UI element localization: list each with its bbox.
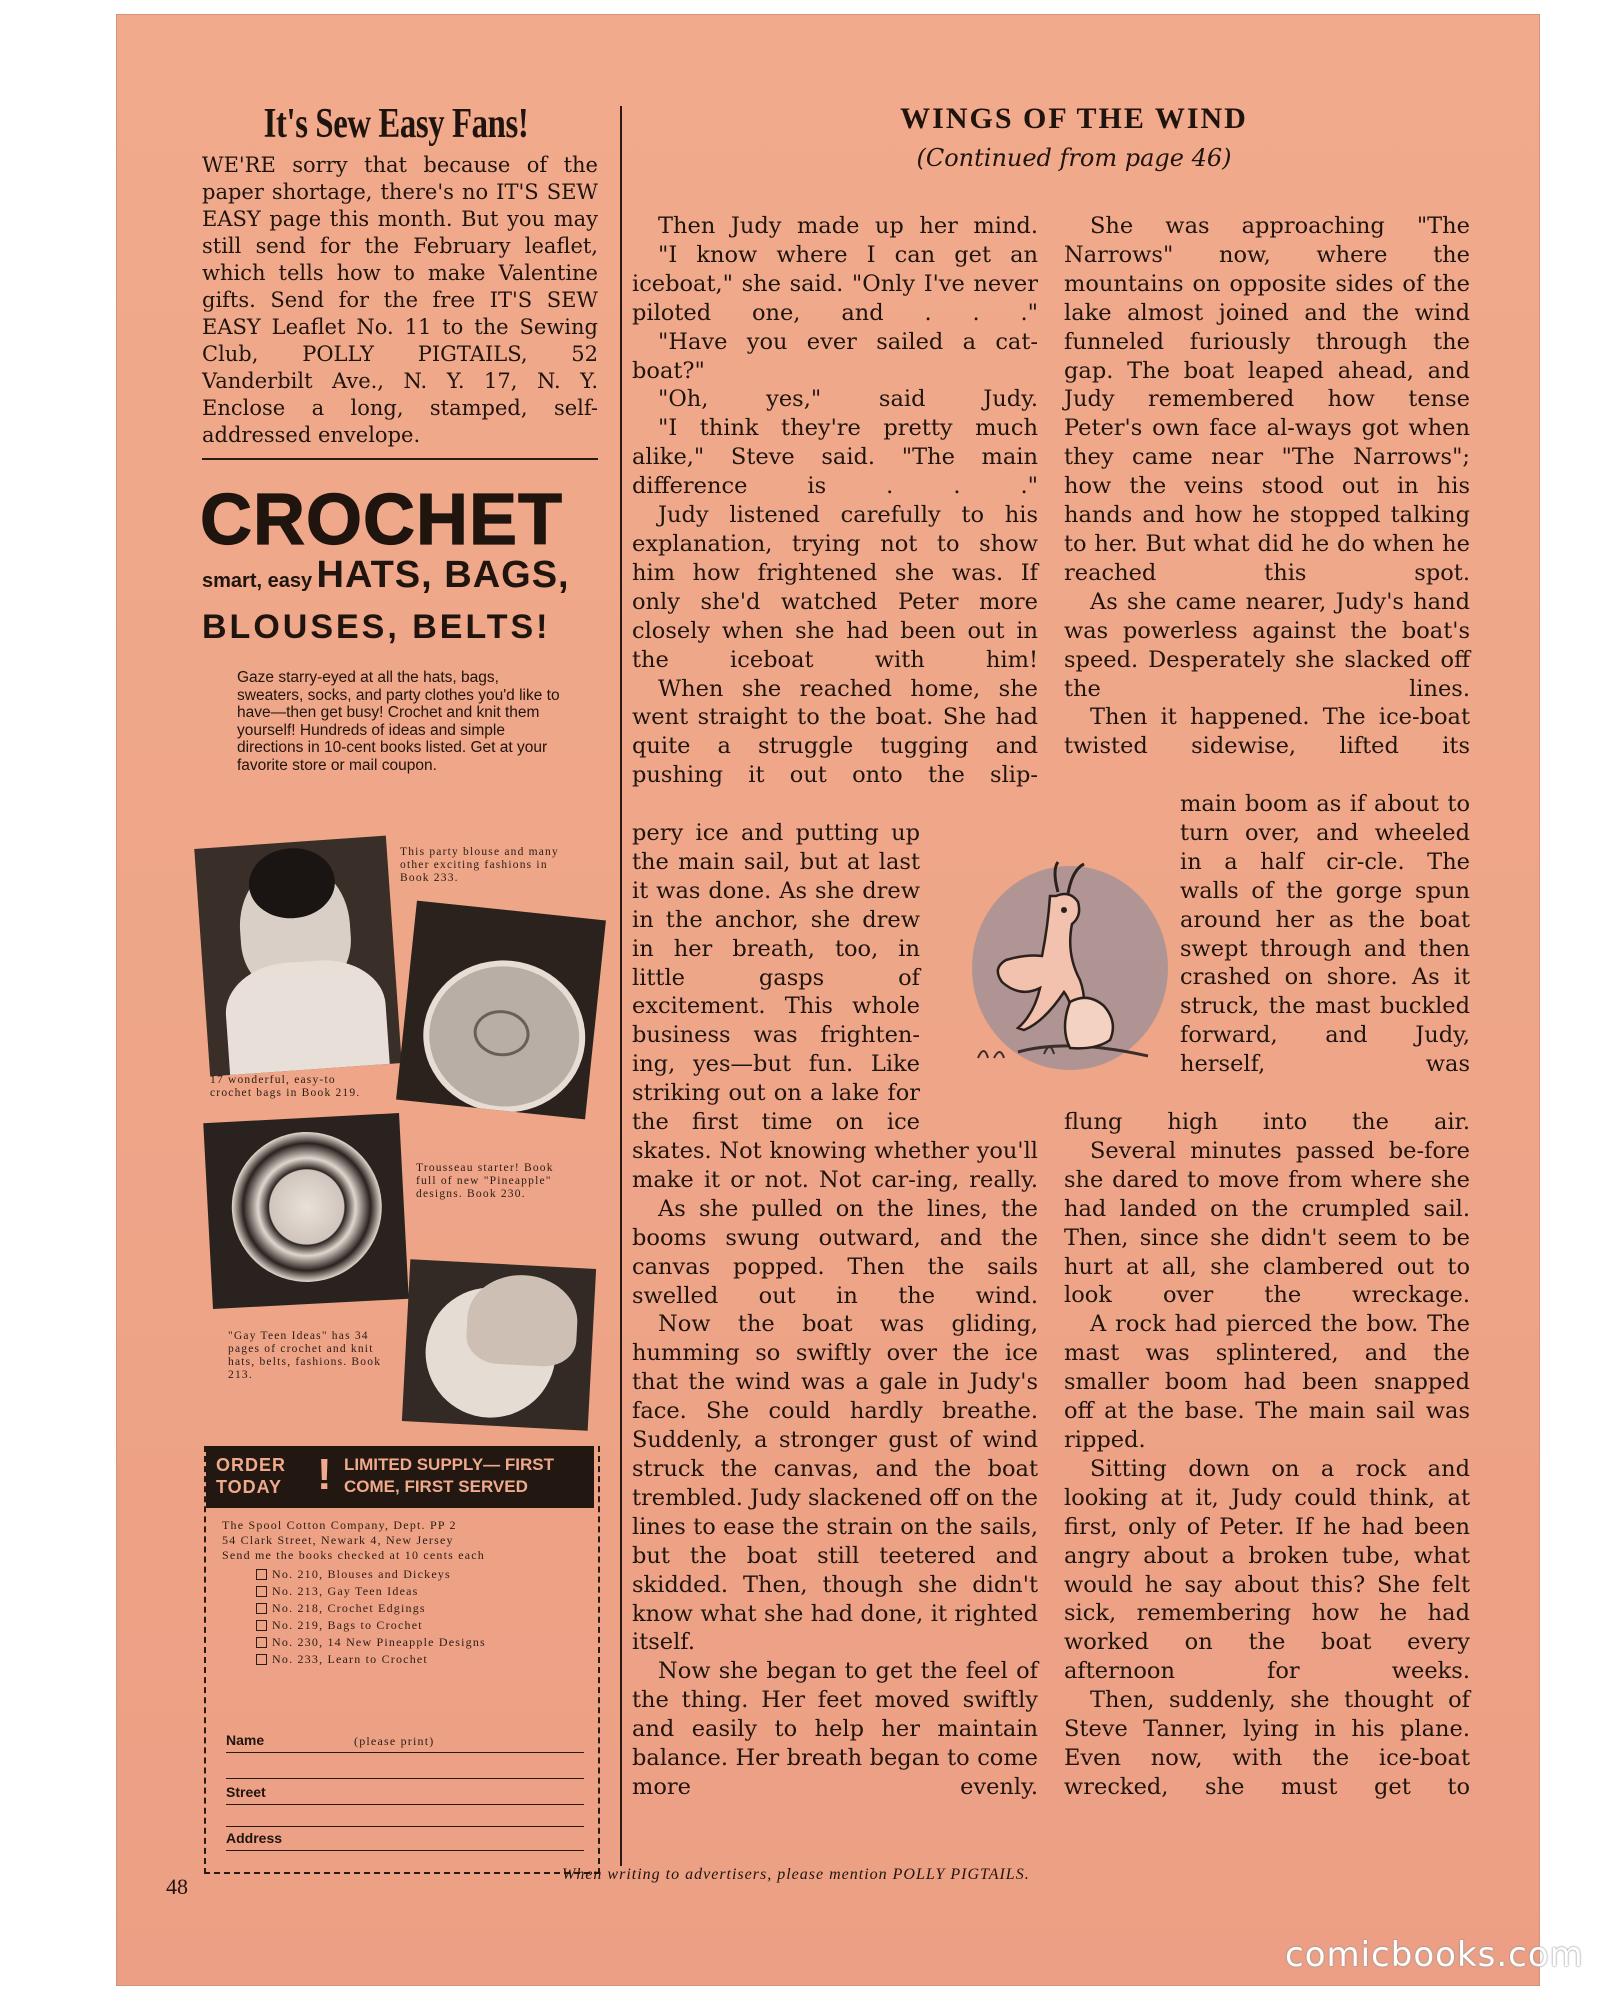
story-title: WINGS OF THE WIND	[900, 102, 1248, 135]
name-field[interactable]	[226, 1752, 584, 1753]
site-watermark: comicbooks.com	[1285, 1935, 1584, 1975]
story-subtitle: (Continued from page 46)	[916, 144, 1232, 172]
name-field-hint: (please print)	[354, 1734, 435, 1748]
checkbox-label: No. 218, Crochet Edgings	[272, 1601, 426, 1615]
checkbox-row[interactable]	[256, 1583, 586, 1600]
limited-supply-label: LIMITED SUPPLY— FIRST COME, FIRST SERVED	[344, 1455, 555, 1496]
sew-easy-notice: WE'RE sorry that because of the paper shortage, there's no IT'S SEW EASY page this month. But you may still send for the February leaflet, which tells how to make Valentine gifts. Send for the free IT'S SEW EASY Leaflet No. 11 to the Sewing Club, POLLY PIGTAILS, 52 Vanderbilt Ave., N. Y. 17, N. Y. Enclose a long, stamped, self-addressed envelope.	[202, 153, 598, 447]
paragraph: Sitting down on a rock and looking at it, Judy could think, at first, only of Peter. If he had been angry about a broken tube, what would he say about this? She felt sick, remembering how he had worked on the boat every afternoon for weeks.	[1064, 1455, 1470, 1685]
name-field-label: Name	[226, 1732, 265, 1748]
ad-headline: CROCHET	[200, 480, 563, 560]
story-column-2-wrap	[1180, 790, 1470, 1079]
column-divider	[202, 458, 598, 460]
ad-subheadline	[202, 554, 570, 597]
paragraph: flung high into the air.	[1064, 1109, 1470, 1135]
checkbox-label: No. 210, Blouses and Dickeys	[272, 1567, 451, 1581]
checkbox-label: No. 219, Bags to Crochet	[272, 1618, 423, 1632]
paragraph: skates. Not knowing whether you'll make it or not. Not car-ing, really.	[632, 1138, 1038, 1193]
street-field-label: Street	[226, 1784, 266, 1800]
paragraph: As she came nearer, Judy's hand was powerless against the boat's speed. Desperately she slacked off the lines.	[1064, 588, 1470, 702]
address-field-label: Address	[226, 1830, 283, 1846]
ad-subheadline-2: BLOUSES, BELTS!	[202, 608, 551, 646]
caption-gay-teen: "Gay Teen Ideas" has 34 pages of crochet and knit hats, belts, fashions. Book 213.	[228, 1330, 382, 1381]
ad-subheadline-big: HATS, BAGS,	[316, 554, 570, 596]
paragraph: Now she began to get the feel of the thing. Her feet moved swiftly and easily to help her maintain balance. Her breath began to come more evenly.	[632, 1658, 1038, 1800]
story-column-1-top	[632, 212, 1038, 790]
checkbox-row[interactable]	[256, 1566, 586, 1583]
page-number: 48	[166, 1874, 188, 1899]
paragraph: Then it happened. The ice-boat twisted sidewise, lifted its	[1064, 704, 1470, 760]
story-column-1-wrap	[632, 819, 920, 1137]
paragraph: "I think they're pretty much alike," Steve said. "The main difference is . . ."	[632, 415, 1038, 500]
story-column-2-top	[1064, 212, 1470, 761]
checkbox-row[interactable]	[256, 1617, 586, 1634]
order-today-label: ORDER TODAY	[216, 1455, 287, 1497]
photo-crochet-bag	[396, 901, 606, 1120]
paragraph: Now the boat was gliding, humming so swiftly over the ice that the wind was a gale in Judy's face. She could hardly breathe. Suddenly, a stronger gust of wind struck the canvas, and the boat trembled. Judy slackened off on the lines to ease the strain on the sails, but the boat still teetered and skidded. Then, though she didn't know what she had done, it righted itself.	[632, 1311, 1038, 1656]
paragraph: Several minutes passed be-fore she dared to move from where she had landed on the crumpled sail. Then, since she didn't seem to be hurt at all, she clambered out to look over the wreckage.	[1064, 1137, 1470, 1309]
address-field[interactable]	[226, 1850, 584, 1851]
story-column-1-bottom	[632, 1137, 1038, 1802]
paragraph: Then, suddenly, she thought of Steve Tanner, lying in his plane. Even now, with the ice-boat wrecked, she must get to	[1064, 1687, 1470, 1800]
paragraph: Then Judy made up her mind.	[658, 213, 1038, 239]
footer-note: When writing to advertisers, please mention POLLY PIGTAILS.	[562, 1866, 1030, 1883]
sew-easy-title: It's Sew Easy Fans!	[263, 101, 529, 147]
paragraph: pery ice and putting up the main sail, but at last it was done. As she drew in the anchor, she drew in her breath, too, in little gasps of excitement. This whole business was frighten-ing, yes—but fun. Like striking out on a lake for the first time on ice	[632, 820, 920, 1136]
paragraph: main boom as if about to turn over, and wheeled in a half cir-cle. The walls of the gorge spun around her as the boat swept through and then crashed on shore. As it struck, the mast buckled forward, and Judy, herself, was	[1180, 791, 1470, 1078]
checkbox-icon[interactable]	[256, 1654, 267, 1665]
paragraph: As she pulled on the lines, the booms swung outward, and the canvas popped. Then the sails swelled out in the wind.	[632, 1195, 1038, 1309]
checkbox-row[interactable]	[256, 1634, 586, 1651]
checkbox-icon[interactable]	[256, 1603, 267, 1614]
magazine-page	[116, 14, 1540, 1986]
paragraph: Judy listened carefully to his explanation, trying not to show him how frightened she was. If only she'd watched Peter more closely when she had been out in the iceboat with him!	[632, 502, 1038, 673]
paragraph: She was approaching "The Narrows" now, where the mountains on opposite sides of the lake almost joined and the wind funneled furiously through the gap. The boat leaped ahead, and Judy remembered how tense Peter's own face al-ways got when they came near "The Narrows"; how the veins stood out in his hands and how he stopped talking to her. But what did he do when he reached this spot.	[1064, 213, 1470, 586]
caption-crochet-bags: 17 wonderful, easy-to crochet bags in Book 219.	[210, 1074, 361, 1099]
photo-crochet-hat	[402, 1259, 596, 1431]
checkbox-icon[interactable]	[256, 1569, 267, 1580]
street-field[interactable]	[226, 1804, 584, 1805]
caption-party-blouse: This party blouse and many other exciting fashions in Book 233.	[400, 846, 559, 884]
coupon-address: The Spool Cotton Company, Dept. PP 2 54 Clark Street, Newark 4, New Jersey Send me the books checked at 10 cents each	[222, 1518, 485, 1562]
photo-pineapple-doily	[203, 1113, 408, 1309]
coupon-checklist	[256, 1566, 586, 1668]
checkbox-row[interactable]	[256, 1651, 586, 1668]
order-header	[206, 1446, 594, 1508]
paragraph: "Have you ever sailed a cat-boat?"	[632, 328, 1038, 384]
checkbox-label: No. 233, Learn to Crochet	[272, 1652, 428, 1666]
checkbox-row[interactable]	[256, 1600, 586, 1617]
paragraph: "I know where I can get an iceboat," she said. "Only I've never piloted one, and . . ."	[632, 241, 1038, 326]
name-field-line-2[interactable]	[226, 1778, 584, 1779]
checkbox-icon[interactable]	[256, 1620, 267, 1631]
street-field-line-2[interactable]	[226, 1826, 584, 1827]
ad-subheadline-small: smart, easy	[202, 570, 313, 592]
paragraph: When she reached home, she went straight to the boat. She had quite a struggle tugging and pushing it out onto the slip-	[632, 675, 1038, 789]
deer-illustration	[948, 852, 1172, 1084]
exclamation-icon: !	[317, 1450, 332, 1499]
paragraph: "Oh, yes," said Judy.	[658, 386, 1038, 413]
caption-pineapple: Trousseau starter! Book full of new "Pineapple" designs. Book 230.	[416, 1162, 554, 1200]
checkbox-label: No. 230, 14 New Pineapple Designs	[272, 1635, 486, 1649]
checkbox-label: No. 213, Gay Teen Ideas	[272, 1584, 419, 1598]
checkbox-icon[interactable]	[256, 1637, 267, 1648]
ad-promo-text: Gaze starry-eyed at all the hats, bags, sweaters, socks, and party clothes you'd like to have—then get busy! Crochet and knit them yourself! Hundreds of ideas and simple directions in 10-cent books listed. Get at your favorite store or mail coupon.	[237, 669, 560, 774]
column-rule	[620, 106, 622, 1866]
checkbox-icon[interactable]	[256, 1586, 267, 1597]
paragraph: A rock had pierced the bow. The mast was splintered, and the smaller boom had been snapped off at the base. The main sail was ripped.	[1064, 1311, 1470, 1453]
story-column-2-bottom	[1064, 1108, 1470, 1802]
photo-party-blouse	[194, 836, 401, 1077]
